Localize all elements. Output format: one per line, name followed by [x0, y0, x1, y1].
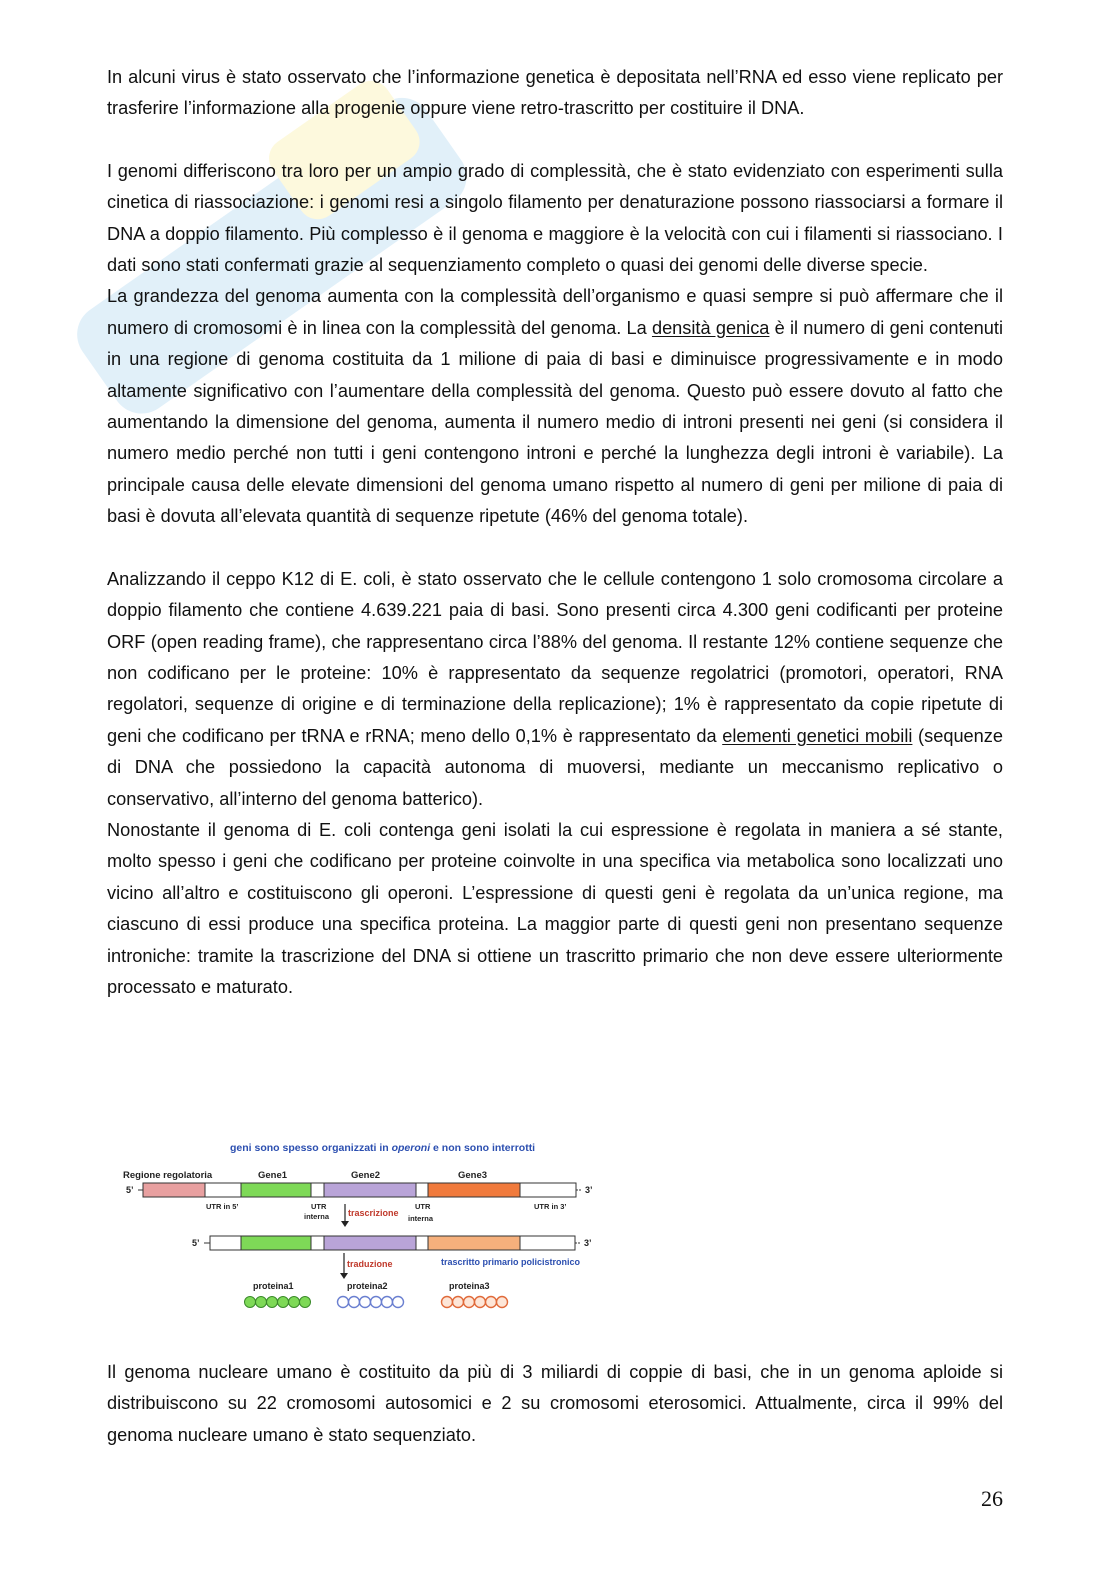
protein1-beads: [245, 1297, 311, 1308]
utr-int-label-2a: UTR: [415, 1202, 431, 1211]
traduzione-label: traduzione: [347, 1259, 393, 1269]
trascrizione-label: trascrizione: [348, 1208, 399, 1218]
paragraph: Analizzando il ceppo K12 di E. coli, è stato osservato che le cellule contengono 1 solo cromosoma circolare a doppio filamento che contiene 4.639.221 paia di basi. Sono presenti circa 4.300 geni codificanti per proteine ORF (open reading frame), che rappresentano circa l’88% del genoma. Il restante 12% contiene sequenze che non codificano per le proteine: 10% è rappresentato da sequenze regolatrici (promotori, operatori, RNA regolatori, sequenze di origine e di terminazione della replicazione); 1% è rappresentato da copie ripetute di geni che codificano per tRNA e rRNA; meno dello 0,1% è rappresentato da elementi genetici mobili (sequenze di DNA che possiedono la capacità autonoma di muoversi, mediante un meccanismo replicativo o conservativo, all’interno del genoma batterico).: [107, 568, 1003, 809]
rna-5prime: 5’: [192, 1238, 200, 1248]
rna-gene1: [241, 1236, 311, 1250]
paragraph: Il genoma nucleare umano è costituito da più di 3 miliardi di coppie di basi, che in un genoma aploide si distribuiscono su 22 cromosomi autosomici e 2 su cromosomi eterosomici. Attualmente, circa il 99% del genoma nucleare umano è stato sequenziato.: [107, 1362, 1003, 1445]
rna-gene3: [428, 1236, 520, 1250]
gene2-block: [324, 1183, 416, 1197]
gene1-block: [241, 1183, 311, 1197]
utr-int-label-2b: interna: [408, 1214, 434, 1223]
gene3-label: Gene3: [458, 1170, 488, 1181]
dna-3prime: 3’: [585, 1185, 593, 1195]
underlined-term: densità genica: [651, 317, 770, 338]
proteina2-label: proteina2: [347, 1281, 388, 1291]
figure-title: geni sono spesso organizzati in operoni e non sono interrotti: [230, 1142, 536, 1154]
regulatory-region: [143, 1183, 205, 1197]
paragraph: In alcuni virus è stato osservato che l’informazione genetica è depositata nell’RNA ed esso viene replicato per trasferire l’informazione alla progenie oppure viene retro-trascritto per costituire il DNA.: [107, 67, 1003, 119]
underlined-term: elementi genetici mobili: [722, 725, 913, 746]
paragraph: I genomi differiscono tra loro per un ampio grado di complessità, che è stato evidenziato con esperimenti sulla cinetica di riassociazione: i genomi resi a singolo filamento per denaturazione possono riassociarsi a formare il DNA a doppio filamento. Più complesso è il genoma e maggiore è la velocità con cui i filamenti si riassociano. I dati sono stati confermati grazie al sequenziamento completo o quasi dei genomi delle diverse specie.: [107, 160, 1003, 276]
gene1-label: Gene1: [258, 1170, 288, 1181]
rna-gene2: [324, 1236, 416, 1250]
operon-figure: [108, 1137, 608, 1317]
utr-int-label-1b: interna: [304, 1212, 330, 1221]
protein2-beads: [338, 1297, 404, 1308]
dna-5prime: 5’: [126, 1185, 134, 1195]
proteina1-label: proteina1: [253, 1281, 294, 1291]
rna-3prime: 3’: [584, 1238, 592, 1248]
body-text-bottom: [107, 1357, 1003, 1451]
page-number: 26: [981, 1486, 1003, 1511]
body-text: [107, 62, 1003, 1003]
gene2-label: Gene2: [351, 1170, 381, 1181]
regione-label: Regione regolatoria: [123, 1170, 213, 1181]
trascritto-label: trascritto primario policistronico: [441, 1257, 581, 1267]
utr-int-label-1a: UTR: [311, 1202, 327, 1211]
proteina3-label: proteina3: [449, 1281, 490, 1291]
utr3-label: UTR in 3’: [534, 1202, 567, 1211]
utr5-label: UTR in 5’: [206, 1202, 239, 1211]
paragraph: La grandezza del genoma aumenta con la complessità dell’organismo e quasi sempre si può affermare che il numero di cromosomi è in linea con la complessità del genoma. La densità genica è il numero di geni contenuti in una regione di genoma costituita da 1 milione di paia di basi e diminuisce progressivamente e in modo altamente significativo con l’aumentare della complessità del genoma. Questo può essere dovuto al fatto che aumentando la dimensione del genoma, aumenta il numero medio di introni presenti nei geni (si considera il numero medio perché non tutti i geni contengono introni e perché la lunghezza degli introni è variabile). La principale causa delle elevate dimensioni del genoma umano rispetto al numero di geni per milione di paia di basi è dovuta all’elevata quantità di sequenze ripetute (46% del genoma totale).: [107, 286, 1003, 527]
protein3-beads: [442, 1297, 508, 1308]
gene3-block: [428, 1183, 520, 1197]
paragraph: Nonostante il genoma di E. coli contenga geni isolati la cui espressione è regolata in maniera a sé stante, molto spesso i geni che codificano per proteine coinvolte in una specifica via metabolica sono localizzati uno vicino all’altro e costituiscono gli operoni. L’espressione di questi geni è regolata da un’unica regione, ma ciascuno di essi produce una specifica proteina. La maggior parte di questi geni non presentano sequenze introniche: tramite la trascrizione del DNA si ottiene un trascritto primario che non deve essere ulteriormente processato e maturato.: [107, 819, 1003, 997]
